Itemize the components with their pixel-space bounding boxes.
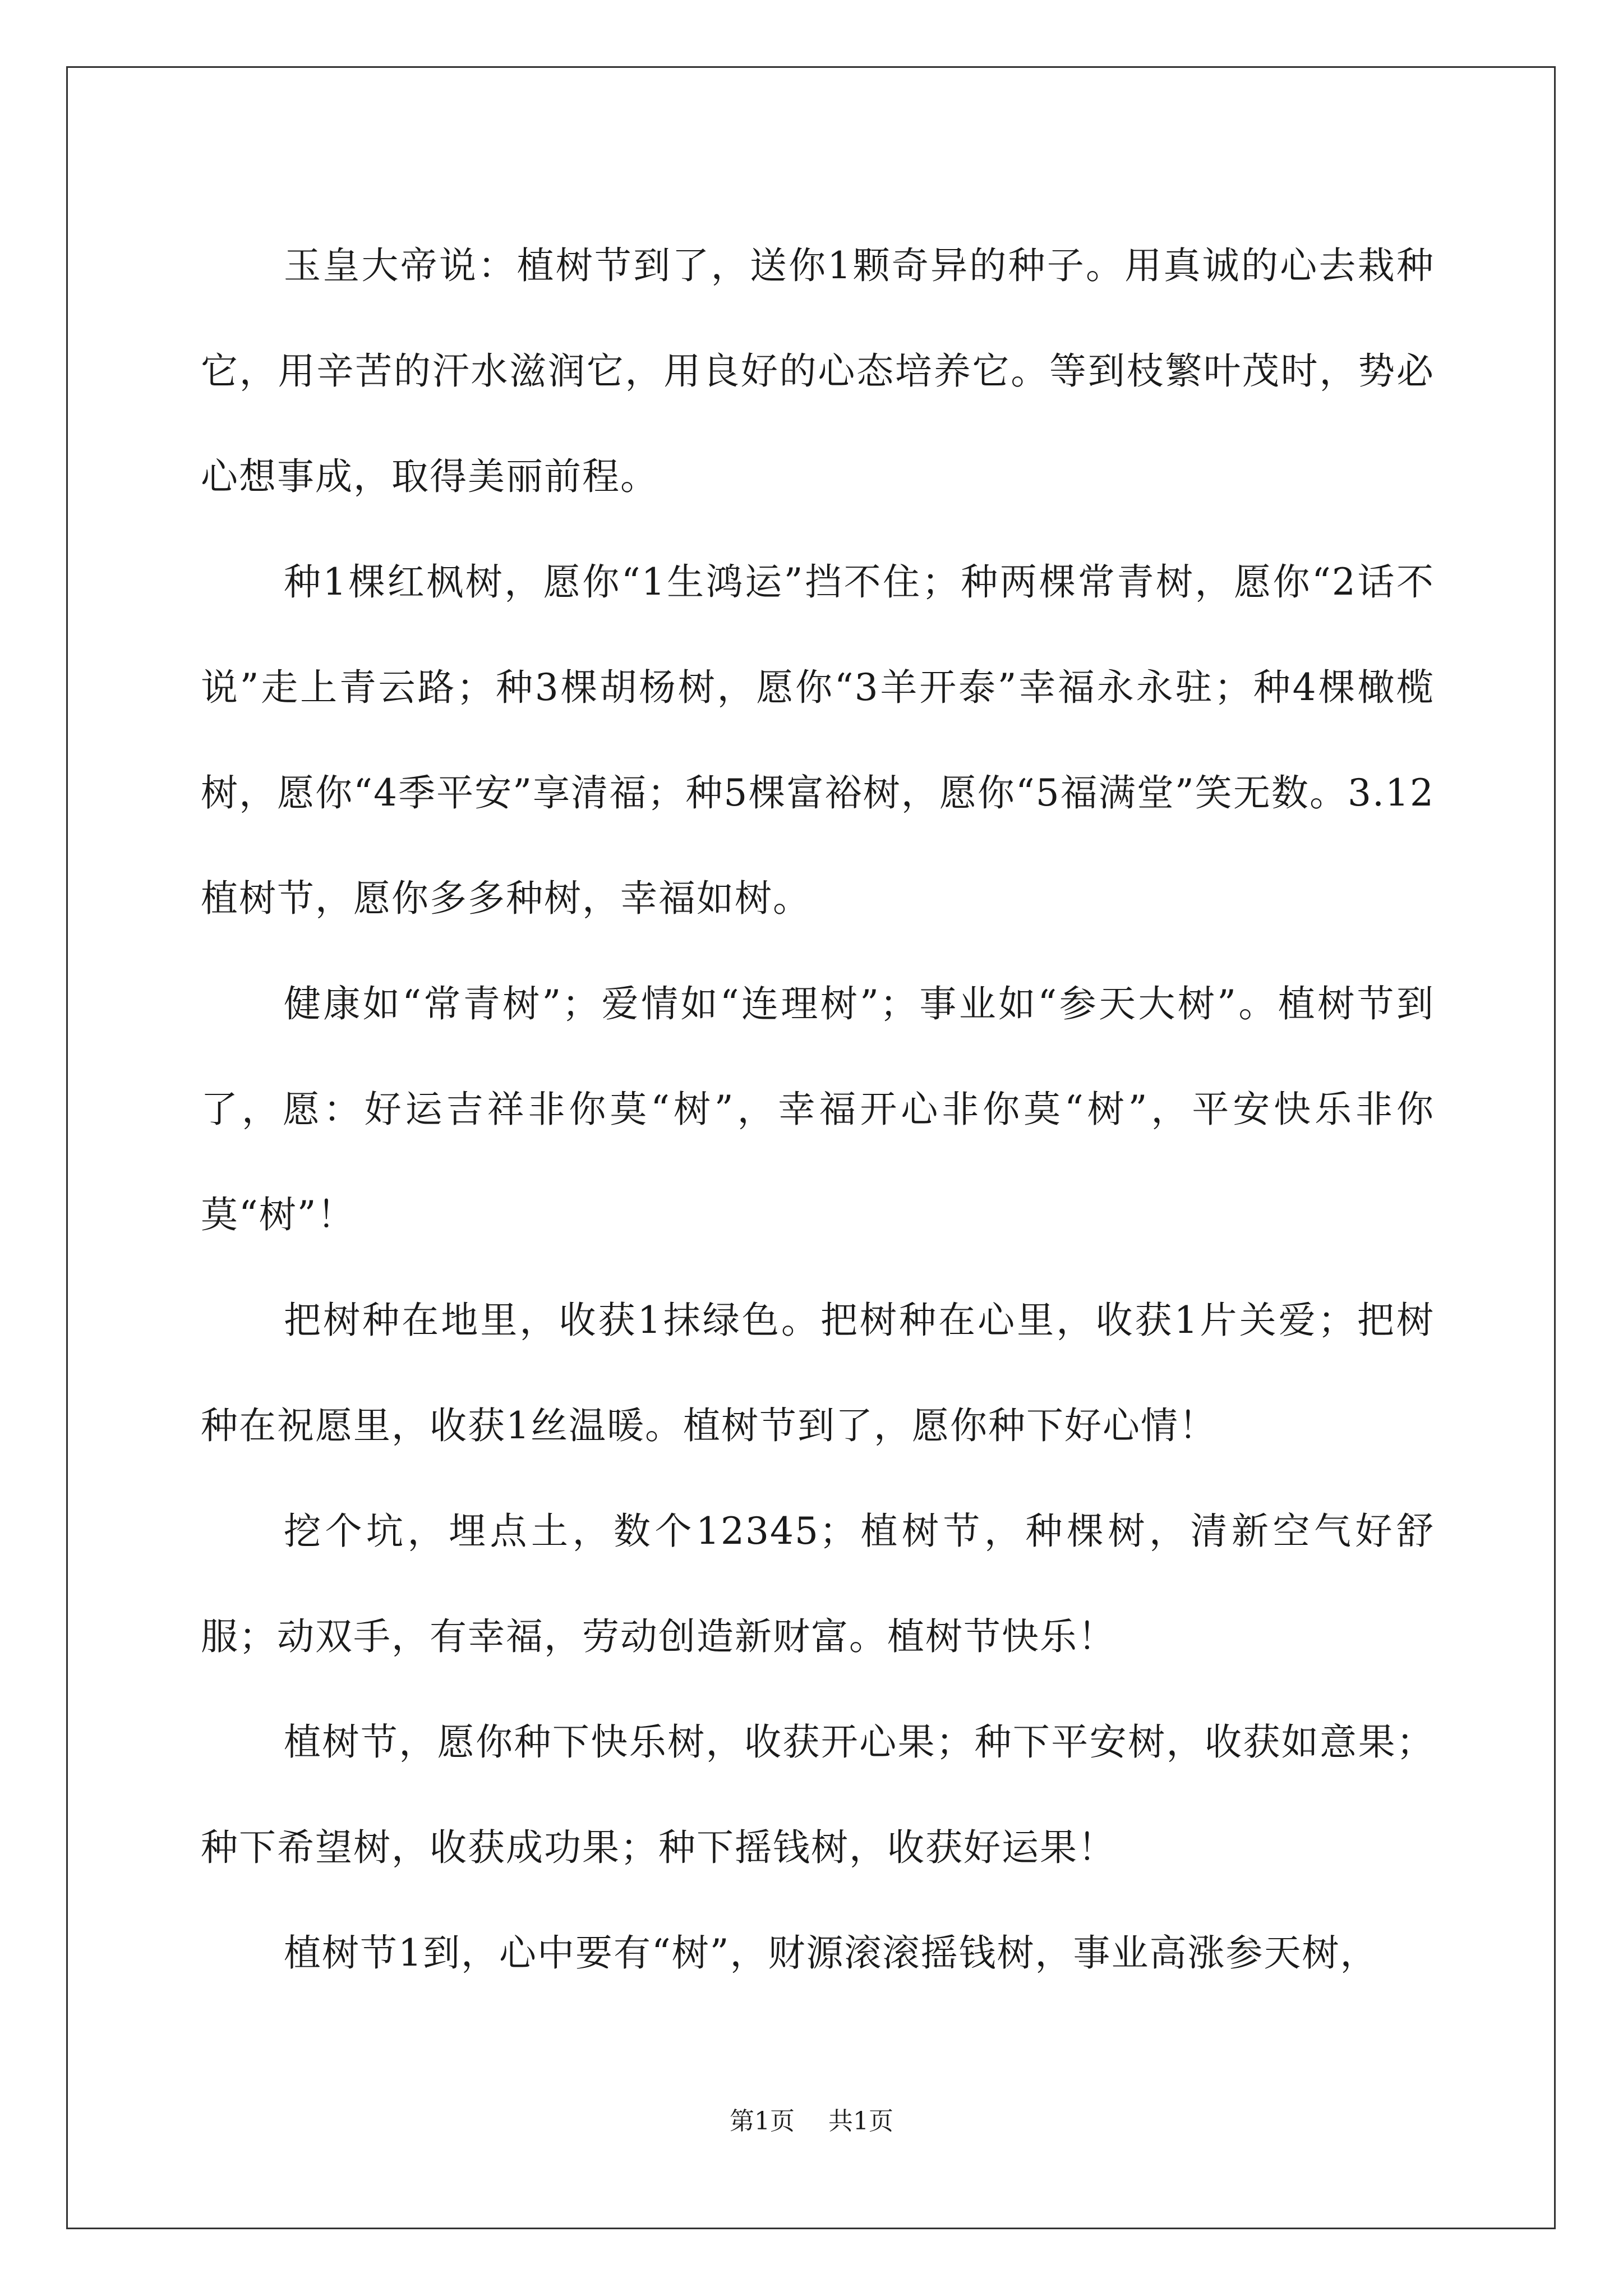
paragraph: 健康如“常青树”；爱情如“连理树”；事业如“参天大树”。植树节到了，愿：好运吉祥非你莫“树”，幸福开心非你莫“树”，平安快乐非你莫“树”！ — [201, 982, 1435, 1236]
page-total: 共1页 — [828, 2107, 893, 2136]
page-footer — [0, 2101, 1623, 2137]
document-body — [201, 213, 1435, 2006]
paragraph: 挖个坑，埋点土，数个12345；植树节，种棵树，清新空气好舒服；动双手，有幸福，劳动创造新财富。植树节快乐！ — [201, 1510, 1435, 1658]
page-number: 第1页 — [730, 2107, 795, 2136]
paragraph: 种1棵红枫树，愿你“1生鸿运”挡不住；种两棵常青树，愿你“2话不说”走上青云路；种3棵胡杨树，愿你“3羊开泰”幸福永永驻；种4棵橄榄树，愿你“4季平安”享清福；种5棵富裕树，愿你“5福满堂”笑无数。3.12植树节，愿你多多种树，幸福如树。 — [201, 560, 1435, 920]
paragraph: 玉皇大帝说：植树节到了，送你1颗奇异的种子。用真诚的心去栽种它，用辛苦的汗水滋润它，用良好的心态培养它。等到枝繁叶茂时，势必心想事成，取得美丽前程。 — [201, 244, 1435, 498]
paragraph: 把树种在地里，收获1抹绿色。把树种在心里，收获1片关爱；把树种在祝愿里，收获1丝温暖。植树节到了，愿你种下好心情！ — [201, 1299, 1435, 1447]
paragraph: 植树节1到，心中要有“树”，财源滚滚摇钱树，事业高涨参天树， — [284, 1931, 1378, 1975]
paragraph: 植树节，愿你种下快乐树，收获开心果；种下平安树，收获如意果；种下希望树，收获成功果；种下摇钱树，收获好运果！ — [201, 1720, 1435, 1869]
